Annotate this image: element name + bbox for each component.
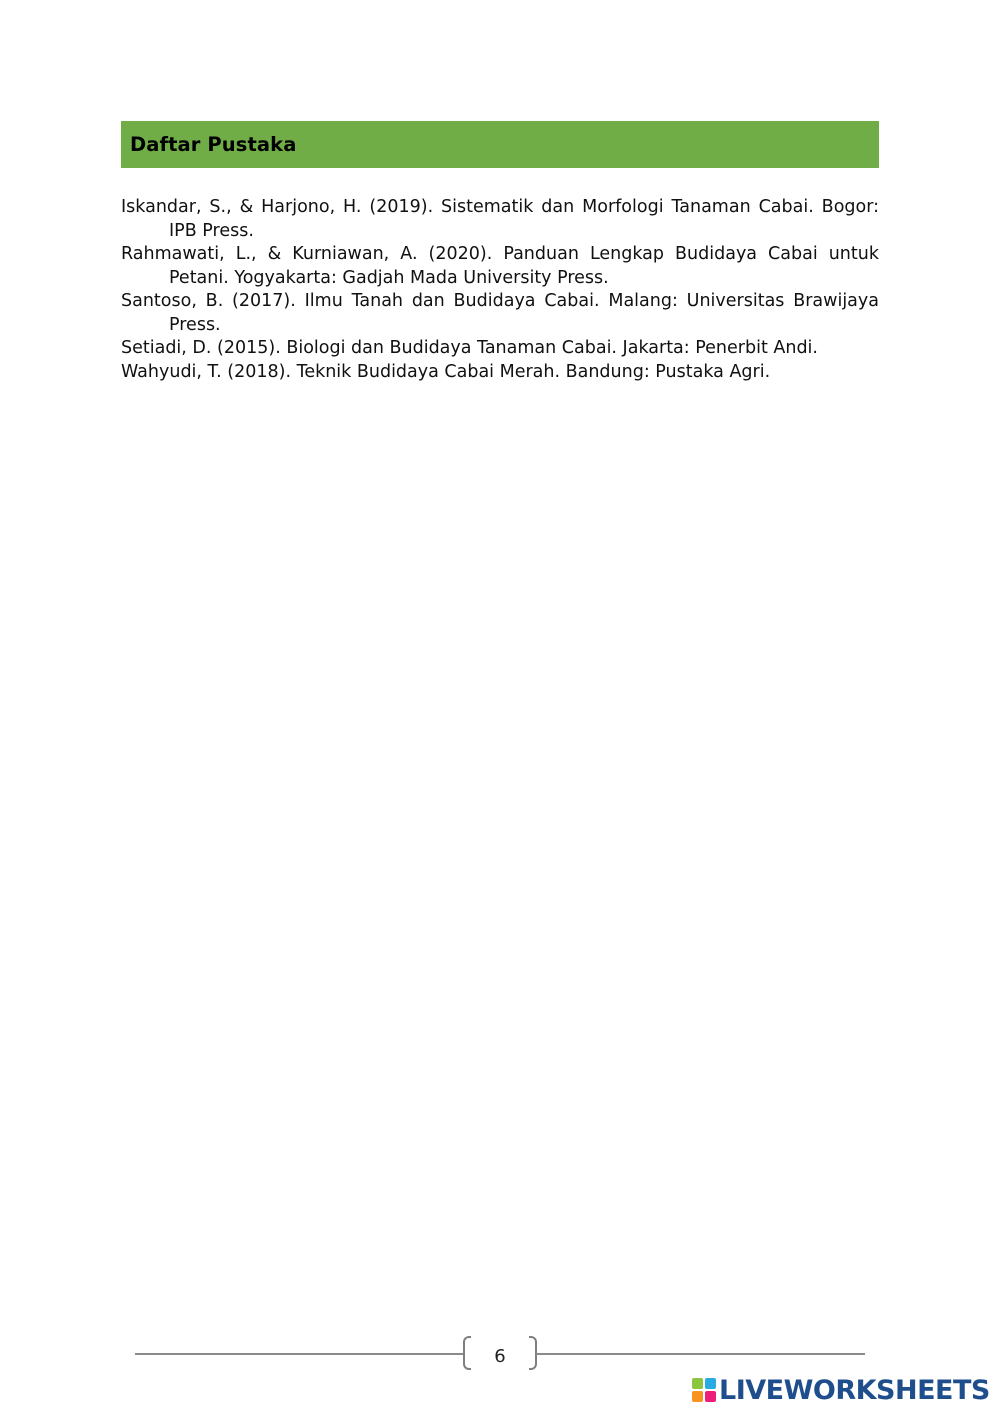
liveworksheets-brand[interactable] <box>692 1374 990 1406</box>
reference-item: Wahyudi, T. (2018). Teknik Budidaya Cabai Merah. Bandung: Pustaka Agri. <box>121 361 771 382</box>
reference-item: Iskandar, S., & Harjono, H. (2019). Sistematik dan Morfologi Tanaman Cabai. Bogor: IPB Press. <box>121 197 879 241</box>
page-number-bracket-left <box>463 1336 471 1370</box>
reference-item: Rahmawati, L., & Kurniawan, A. (2020). Panduan Lengkap Budidaya Cabai untuk Petani. Yogyakarta: Gadjah Mada University Press. <box>121 244 879 288</box>
liveworksheets-logo-icon <box>692 1378 716 1402</box>
reference-item: Setiadi, D. (2015). Biologi dan Budidaya Tanaman Cabai. Jakarta: Penerbit Andi. <box>121 338 818 358</box>
reference-list <box>121 196 879 384</box>
page-number: 6 <box>494 1346 506 1367</box>
brand-wordmark: LIVEWORKSHEETS <box>719 1374 990 1406</box>
page-title: Daftar Pustaka <box>130 133 297 156</box>
reference-item: Santoso, B. (2017). Ilmu Tanah dan Budidaya Cabai. Malang: Universitas Brawijaya Press. <box>121 291 879 335</box>
footer-divider-right <box>536 1353 865 1355</box>
footer-divider-left <box>135 1353 465 1355</box>
section-header <box>121 121 879 168</box>
